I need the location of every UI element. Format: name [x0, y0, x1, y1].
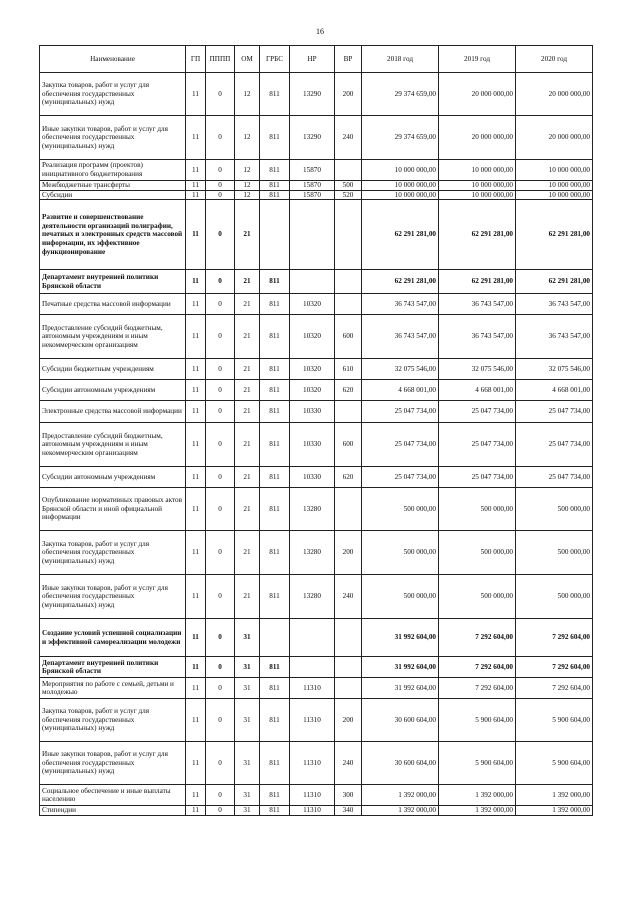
row-name: Закупка товаров, работ и услуг для обеспечения государственных (муниципальных) нужд [40, 73, 186, 116]
row-pppp: 0 [206, 423, 235, 467]
row-2020: 25 047 734,00 [516, 423, 593, 467]
table-row [40, 401, 593, 423]
row-2018: 500 000,00 [362, 531, 439, 575]
row-om: 21 [235, 315, 260, 359]
row-om: 21 [235, 488, 260, 531]
row-2020: 10 000 000,00 [516, 181, 593, 191]
row-pppp: 0 [206, 467, 235, 488]
row-nr: 13290 [290, 73, 335, 116]
row-om: 21 [235, 575, 260, 619]
row-grbs: 811 [260, 294, 290, 315]
row-2020: 10 000 000,00 [516, 160, 593, 181]
row-vr: 500 [335, 181, 362, 191]
row-grbs: 811 [260, 467, 290, 488]
row-vr: 200 [335, 699, 362, 742]
row-gp: 11 [186, 270, 206, 294]
row-2018: 10 000 000,00 [362, 181, 439, 191]
row-2018: 31 992 604,00 [362, 657, 439, 678]
column-header-2020: 2020 год [516, 46, 593, 73]
row-name: Опубликование нормативных правовых актов Брянской области и иной официальной информации [40, 488, 186, 531]
row-2018: 62 291 281,00 [362, 200, 439, 270]
row-om: 12 [235, 190, 260, 200]
row-2020: 36 743 547,00 [516, 294, 593, 315]
row-nr: 11310 [290, 699, 335, 742]
row-2020: 500 000,00 [516, 531, 593, 575]
row-pppp: 0 [206, 359, 235, 380]
row-2018: 10 000 000,00 [362, 190, 439, 200]
row-2020: 36 743 547,00 [516, 315, 593, 359]
row-grbs: 811 [260, 806, 290, 816]
row-name: Предоставление субсидий бюджетным, автономным учреждениям и иным некоммерческим организациям [40, 315, 186, 359]
table-row [40, 423, 593, 467]
row-grbs: 811 [260, 423, 290, 467]
row-2020: 5 900 604,00 [516, 699, 593, 742]
row-pppp: 0 [206, 575, 235, 619]
table-row [40, 294, 593, 315]
row-name: Департамент внутренней политики Брянской области [40, 270, 186, 294]
row-name: Иные закупки товаров, работ и услуг для обеспечения государственных (муниципальных) нужд [40, 116, 186, 160]
table-row [40, 619, 593, 657]
column-header-om: ОМ [235, 46, 260, 73]
column-header-vr: ВР [335, 46, 362, 73]
row-name: Развитие и совершенствование деятельности организаций полиграфии, печатных и электронных средств массовой информации, их эффективное функционирование [40, 200, 186, 270]
row-pppp: 0 [206, 200, 235, 270]
row-name: Предоставление субсидий бюджетным, автономным учреждениям и иным некоммерческим организациям [40, 423, 186, 467]
row-grbs: 811 [260, 678, 290, 699]
row-vr: 600 [335, 315, 362, 359]
row-grbs: 811 [260, 575, 290, 619]
row-grbs: 811 [260, 785, 290, 806]
row-name: Департамент внутренней политики Брянской области [40, 657, 186, 678]
row-2019: 7 292 604,00 [439, 619, 516, 657]
row-om: 31 [235, 742, 260, 785]
row-2018: 31 992 604,00 [362, 678, 439, 699]
row-om: 12 [235, 160, 260, 181]
row-2019: 10 000 000,00 [439, 181, 516, 191]
row-2019: 10 000 000,00 [439, 160, 516, 181]
row-grbs: 811 [260, 488, 290, 531]
row-vr [335, 619, 362, 657]
row-om: 21 [235, 531, 260, 575]
row-pppp: 0 [206, 190, 235, 200]
row-om: 21 [235, 401, 260, 423]
column-header-2018: 2018 год [362, 46, 439, 73]
row-2018: 30 600 604,00 [362, 742, 439, 785]
row-2020: 7 292 604,00 [516, 657, 593, 678]
table-row [40, 785, 593, 806]
row-nr [290, 619, 335, 657]
row-2020: 500 000,00 [516, 575, 593, 619]
table-row [40, 380, 593, 401]
row-om: 31 [235, 699, 260, 742]
row-nr [290, 657, 335, 678]
row-2019: 10 000 000,00 [439, 190, 516, 200]
row-vr: 300 [335, 785, 362, 806]
table-body [40, 73, 593, 816]
row-nr: 11310 [290, 742, 335, 785]
row-pppp: 0 [206, 294, 235, 315]
row-2019: 500 000,00 [439, 575, 516, 619]
row-grbs: 811 [260, 270, 290, 294]
row-2019: 500 000,00 [439, 531, 516, 575]
row-2018: 25 047 734,00 [362, 401, 439, 423]
row-name: Субсидии бюджетным учреждениям [40, 359, 186, 380]
row-2020: 1 392 000,00 [516, 785, 593, 806]
row-gp: 11 [186, 488, 206, 531]
row-2019: 1 392 000,00 [439, 806, 516, 816]
row-2019: 4 668 001,00 [439, 380, 516, 401]
row-nr: 13280 [290, 488, 335, 531]
row-gp: 11 [186, 359, 206, 380]
row-2020: 62 291 281,00 [516, 270, 593, 294]
row-name: Создание условий успешной социализации и эффективной самореализации молодежи [40, 619, 186, 657]
row-om: 21 [235, 270, 260, 294]
row-2020: 1 392 000,00 [516, 806, 593, 816]
table-row [40, 699, 593, 742]
row-pppp: 0 [206, 116, 235, 160]
row-name: Закупка товаров, работ и услуг для обеспечения государственных (муниципальных) нужд [40, 531, 186, 575]
row-2019: 36 743 547,00 [439, 315, 516, 359]
row-vr: 200 [335, 73, 362, 116]
row-nr: 13290 [290, 116, 335, 160]
row-2018: 1 392 000,00 [362, 806, 439, 816]
table-row [40, 315, 593, 359]
row-2020: 10 000 000,00 [516, 190, 593, 200]
row-grbs [260, 200, 290, 270]
row-2018: 500 000,00 [362, 488, 439, 531]
column-header-grbs: ГРБС [260, 46, 290, 73]
row-gp: 11 [186, 619, 206, 657]
row-name: Электронные средства массовой информации [40, 401, 186, 423]
row-vr [335, 160, 362, 181]
row-grbs: 811 [260, 181, 290, 191]
row-om: 31 [235, 785, 260, 806]
row-2020: 5 900 604,00 [516, 742, 593, 785]
row-nr: 11310 [290, 806, 335, 816]
row-nr: 10320 [290, 359, 335, 380]
row-2019: 62 291 281,00 [439, 200, 516, 270]
row-grbs: 811 [260, 380, 290, 401]
row-2020: 32 075 546,00 [516, 359, 593, 380]
row-pppp: 0 [206, 678, 235, 699]
row-2019: 25 047 734,00 [439, 467, 516, 488]
row-2018: 36 743 547,00 [362, 315, 439, 359]
row-vr [335, 294, 362, 315]
table-row [40, 200, 593, 270]
row-2019: 62 291 281,00 [439, 270, 516, 294]
row-gp: 11 [186, 401, 206, 423]
row-pppp: 0 [206, 270, 235, 294]
row-vr: 610 [335, 359, 362, 380]
row-nr: 10330 [290, 423, 335, 467]
row-om: 21 [235, 423, 260, 467]
row-2019: 7 292 604,00 [439, 657, 516, 678]
row-2019: 25 047 734,00 [439, 423, 516, 467]
row-pppp: 0 [206, 315, 235, 359]
row-2020: 20 000 000,00 [516, 116, 593, 160]
row-pppp: 0 [206, 488, 235, 531]
row-vr [335, 488, 362, 531]
row-nr: 13280 [290, 531, 335, 575]
table-row [40, 806, 593, 816]
row-om: 31 [235, 619, 260, 657]
row-grbs: 811 [260, 359, 290, 380]
table-row [40, 190, 593, 200]
row-name: Иные закупки товаров, работ и услуг для обеспечения государственных (муниципальных) нужд [40, 742, 186, 785]
row-2019: 20 000 000,00 [439, 73, 516, 116]
row-gp: 11 [186, 531, 206, 575]
row-vr: 240 [335, 116, 362, 160]
row-2019: 7 292 604,00 [439, 678, 516, 699]
row-2018: 29 374 659,00 [362, 73, 439, 116]
row-vr: 620 [335, 467, 362, 488]
row-gp: 11 [186, 160, 206, 181]
row-gp: 11 [186, 657, 206, 678]
row-2020: 20 000 000,00 [516, 73, 593, 116]
row-nr: 11310 [290, 785, 335, 806]
row-vr: 600 [335, 423, 362, 467]
row-om: 12 [235, 73, 260, 116]
row-grbs: 811 [260, 160, 290, 181]
row-2020: 25 047 734,00 [516, 467, 593, 488]
row-2018: 29 374 659,00 [362, 116, 439, 160]
row-2018: 32 075 546,00 [362, 359, 439, 380]
row-pppp: 0 [206, 380, 235, 401]
row-2019: 20 000 000,00 [439, 116, 516, 160]
row-vr: 620 [335, 380, 362, 401]
row-2019: 32 075 546,00 [439, 359, 516, 380]
row-2020: 7 292 604,00 [516, 619, 593, 657]
row-nr: 10330 [290, 401, 335, 423]
row-grbs: 811 [260, 190, 290, 200]
row-vr [335, 270, 362, 294]
table-row [40, 73, 593, 116]
table-row [40, 678, 593, 699]
row-om: 12 [235, 116, 260, 160]
row-om: 12 [235, 181, 260, 191]
row-gp: 11 [186, 294, 206, 315]
row-pppp: 0 [206, 699, 235, 742]
row-pppp: 0 [206, 73, 235, 116]
row-2020: 25 047 734,00 [516, 401, 593, 423]
page-number: 16 [316, 27, 324, 36]
row-2019: 5 900 604,00 [439, 742, 516, 785]
row-2018: 4 668 001,00 [362, 380, 439, 401]
row-vr [335, 401, 362, 423]
row-nr: 15870 [290, 160, 335, 181]
row-gp: 11 [186, 742, 206, 785]
row-pppp: 0 [206, 160, 235, 181]
row-pppp: 0 [206, 401, 235, 423]
row-om: 31 [235, 678, 260, 699]
row-vr: 340 [335, 806, 362, 816]
row-grbs: 811 [260, 742, 290, 785]
row-name: Субсидии автономным учреждениям [40, 380, 186, 401]
row-pppp: 0 [206, 806, 235, 816]
row-om: 21 [235, 200, 260, 270]
row-name: Стипендии [40, 806, 186, 816]
table-row [40, 742, 593, 785]
table-row [40, 359, 593, 380]
row-name: Межбюджетные трансферты [40, 181, 186, 191]
row-2020: 4 668 001,00 [516, 380, 593, 401]
row-2018: 62 291 281,00 [362, 270, 439, 294]
row-pppp: 0 [206, 785, 235, 806]
row-vr [335, 657, 362, 678]
row-2019: 36 743 547,00 [439, 294, 516, 315]
row-om: 21 [235, 294, 260, 315]
row-name: Субсидии автономным учреждениям [40, 467, 186, 488]
table-row [40, 488, 593, 531]
row-2020: 500 000,00 [516, 488, 593, 531]
column-header-2019: 2019 год [439, 46, 516, 73]
row-nr: 10320 [290, 380, 335, 401]
row-2019: 1 392 000,00 [439, 785, 516, 806]
row-grbs: 811 [260, 401, 290, 423]
row-name: Мероприятия по работе с семьей, детьми и молодежью [40, 678, 186, 699]
row-2019: 500 000,00 [439, 488, 516, 531]
table-row [40, 181, 593, 191]
row-name: Закупка товаров, работ и услуг для обеспечения государственных (муниципальных) нужд [40, 699, 186, 742]
row-om: 21 [235, 467, 260, 488]
row-2018: 1 392 000,00 [362, 785, 439, 806]
row-om: 31 [235, 657, 260, 678]
row-name: Субсидии [40, 190, 186, 200]
row-gp: 11 [186, 380, 206, 401]
table-row [40, 467, 593, 488]
row-2018: 500 000,00 [362, 575, 439, 619]
column-header-gp: ГП [186, 46, 206, 73]
row-2018: 30 600 604,00 [362, 699, 439, 742]
row-2019: 25 047 734,00 [439, 401, 516, 423]
row-pppp: 0 [206, 742, 235, 785]
row-grbs: 811 [260, 531, 290, 575]
row-grbs: 811 [260, 657, 290, 678]
row-vr [335, 200, 362, 270]
row-2020: 7 292 604,00 [516, 678, 593, 699]
row-2018: 25 047 734,00 [362, 423, 439, 467]
row-gp: 11 [186, 785, 206, 806]
row-vr: 240 [335, 575, 362, 619]
row-pppp: 0 [206, 181, 235, 191]
row-nr [290, 200, 335, 270]
column-header-name: Наименование [40, 46, 186, 73]
row-gp: 11 [186, 315, 206, 359]
row-2020: 62 291 281,00 [516, 200, 593, 270]
row-nr: 11310 [290, 678, 335, 699]
table-row [40, 531, 593, 575]
row-om: 21 [235, 359, 260, 380]
row-vr: 240 [335, 742, 362, 785]
row-gp: 11 [186, 200, 206, 270]
row-vr [335, 678, 362, 699]
row-grbs: 811 [260, 315, 290, 359]
row-name: Иные закупки товаров, работ и услуг для обеспечения государственных (муниципальных) нужд [40, 575, 186, 619]
row-2018: 25 047 734,00 [362, 467, 439, 488]
row-name: Реализация программ (проектов) инициативного бюджетирования [40, 160, 186, 181]
row-grbs: 811 [260, 73, 290, 116]
row-name: Печатные средства массовой информации [40, 294, 186, 315]
row-gp: 11 [186, 575, 206, 619]
table-row [40, 575, 593, 619]
row-2018: 10 000 000,00 [362, 160, 439, 181]
row-2018: 36 743 547,00 [362, 294, 439, 315]
row-gp: 11 [186, 116, 206, 160]
row-grbs: 811 [260, 116, 290, 160]
row-om: 31 [235, 806, 260, 816]
row-name: Социальное обеспечение и иные выплаты населению [40, 785, 186, 806]
row-gp: 11 [186, 73, 206, 116]
row-nr: 13280 [290, 575, 335, 619]
row-gp: 11 [186, 181, 206, 191]
table-row [40, 116, 593, 160]
row-2019: 5 900 604,00 [439, 699, 516, 742]
budget-table [39, 45, 593, 816]
table-row [40, 160, 593, 181]
row-om: 21 [235, 380, 260, 401]
row-nr: 10320 [290, 294, 335, 315]
row-gp: 11 [186, 467, 206, 488]
row-nr [290, 270, 335, 294]
row-vr: 200 [335, 531, 362, 575]
row-vr: 520 [335, 190, 362, 200]
row-gp: 11 [186, 699, 206, 742]
row-gp: 11 [186, 806, 206, 816]
table-row [40, 270, 593, 294]
table-row [40, 657, 593, 678]
row-nr: 15870 [290, 181, 335, 191]
row-nr: 15870 [290, 190, 335, 200]
column-header-pppp: ПППП [206, 46, 235, 73]
row-2018: 31 992 604,00 [362, 619, 439, 657]
row-grbs: 811 [260, 699, 290, 742]
row-gp: 11 [186, 423, 206, 467]
table-header-row [40, 46, 593, 73]
row-pppp: 0 [206, 619, 235, 657]
row-gp: 11 [186, 678, 206, 699]
column-header-nr: НР [290, 46, 335, 73]
row-gp: 11 [186, 190, 206, 200]
row-pppp: 0 [206, 531, 235, 575]
row-pppp: 0 [206, 657, 235, 678]
row-nr: 10320 [290, 315, 335, 359]
row-grbs [260, 619, 290, 657]
row-nr: 10330 [290, 467, 335, 488]
